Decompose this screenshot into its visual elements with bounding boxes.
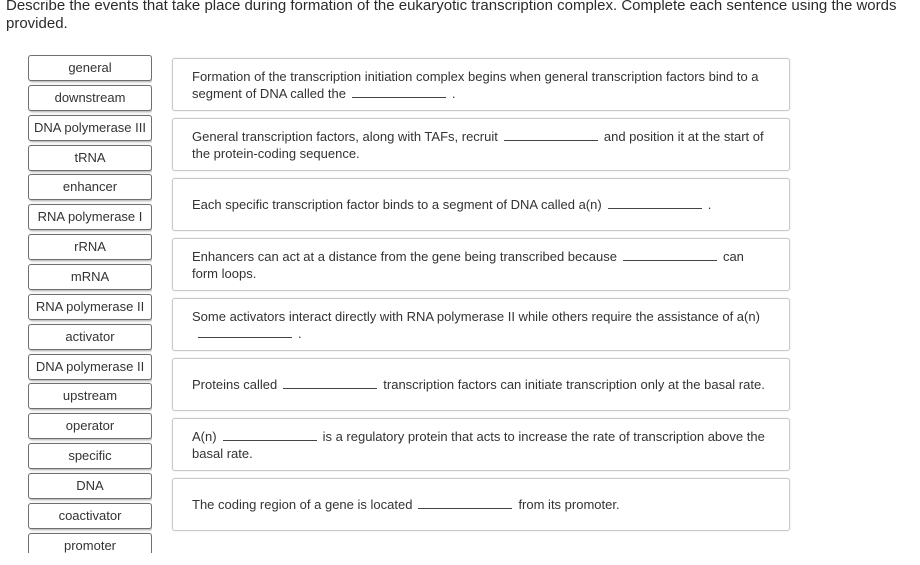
word-chip-mrna[interactable]: mRNA: [28, 264, 152, 290]
sentence-text: [192, 496, 620, 513]
sentence-text-after: transcription factors can initiate transcription only at the basal rate.: [383, 377, 765, 392]
sentence-drop-box[interactable]: [172, 478, 790, 531]
sentence-text-after: .: [298, 325, 302, 341]
word-chip-activator[interactable]: activator: [28, 324, 152, 350]
sentence-text-before: Formation of the transcription initiation complex begins when general transcription factors bind to a segment of DNA called the: [192, 68, 759, 101]
word-chip-trna[interactable]: tRNA: [28, 145, 152, 171]
word-chip-rna-polymerase-i[interactable]: RNA polymerase I: [28, 204, 152, 230]
word-chip-specific[interactable]: specific: [28, 443, 152, 469]
instructions-text: Describe the events that take place during formation of the eukaryotic transcription complex. Complete each sentence using the words provided.: [6, 0, 897, 32]
sentence-drop-box[interactable]: [172, 418, 790, 471]
sentence-drop-box[interactable]: [172, 178, 790, 231]
sentence-text: [192, 376, 765, 393]
word-chip-dna-polymerase-iii[interactable]: DNA polymerase III: [28, 115, 152, 141]
answer-blank[interactable]: [283, 377, 377, 389]
sentence-text: [192, 68, 771, 102]
sentence-text-before: The coding region of a gene is located: [192, 497, 413, 512]
sentence-text-after: .: [707, 197, 712, 212]
sentence-text-before: Enhancers can act at a distance from the gene being transcribed because: [192, 248, 617, 264]
answer-blank[interactable]: [608, 197, 702, 209]
sentence-text-before: A(n): [192, 428, 217, 444]
sentence-text: [192, 308, 771, 342]
sentence-drop-box[interactable]: [172, 118, 790, 171]
sentence-text-after: and position it at the start of the protein-coding sequence.: [192, 128, 764, 161]
word-chip-coactivator[interactable]: coactivator: [28, 503, 152, 529]
sentence-text-before: Proteins called: [192, 377, 278, 392]
word-chip-promoter[interactable]: promoter: [28, 533, 152, 553]
sentence-drop-box[interactable]: [172, 238, 790, 291]
word-chip-operator[interactable]: operator: [28, 413, 152, 439]
sentence-text-after: from its promoter.: [518, 497, 620, 512]
word-chip-rna-polymerase-ii[interactable]: RNA polymerase II: [28, 294, 152, 320]
word-chip-upstream[interactable]: upstream: [28, 383, 152, 409]
word-bank: [28, 55, 152, 553]
answer-blank[interactable]: [623, 249, 717, 261]
sentence-text-after: .: [451, 85, 456, 101]
word-chip-enhancer[interactable]: enhancer: [28, 174, 152, 200]
word-chip-downstream[interactable]: downstream: [28, 85, 152, 111]
answer-blank[interactable]: [223, 429, 317, 441]
sentence-text-before: Some activators interact directly with RNA polymerase II while others require the assistance of a(n): [192, 308, 760, 324]
sentence-text: [192, 428, 771, 462]
answer-blank[interactable]: [198, 326, 292, 338]
sentence-drop-box[interactable]: [172, 298, 790, 351]
sentence-drop-box[interactable]: [172, 58, 790, 111]
sentence-text-after: is a regulatory protein that acts to increase the rate of transcription above the basal rate.: [192, 428, 765, 461]
answer-blank[interactable]: [418, 497, 512, 509]
sentence-text-before: General transcription factors, along with TAFs, recruit: [192, 128, 498, 144]
word-chip-general[interactable]: general: [28, 55, 152, 81]
word-chip-dna[interactable]: DNA: [28, 473, 152, 499]
sentence-text: [192, 128, 771, 162]
sentence-text-before: Each specific transcription factor binds to a segment of DNA called a(n): [192, 197, 602, 212]
answer-blank[interactable]: [504, 129, 598, 141]
sentence-text-after: can form loops.: [192, 248, 744, 281]
sentence-text: [192, 248, 771, 282]
word-chip-rrna[interactable]: rRNA: [28, 234, 152, 260]
answer-blank[interactable]: [352, 86, 446, 98]
word-chip-dna-polymerase-ii[interactable]: DNA polymerase II: [28, 354, 152, 380]
sentence-text: [192, 196, 711, 213]
sentence-drop-box[interactable]: [172, 358, 790, 411]
